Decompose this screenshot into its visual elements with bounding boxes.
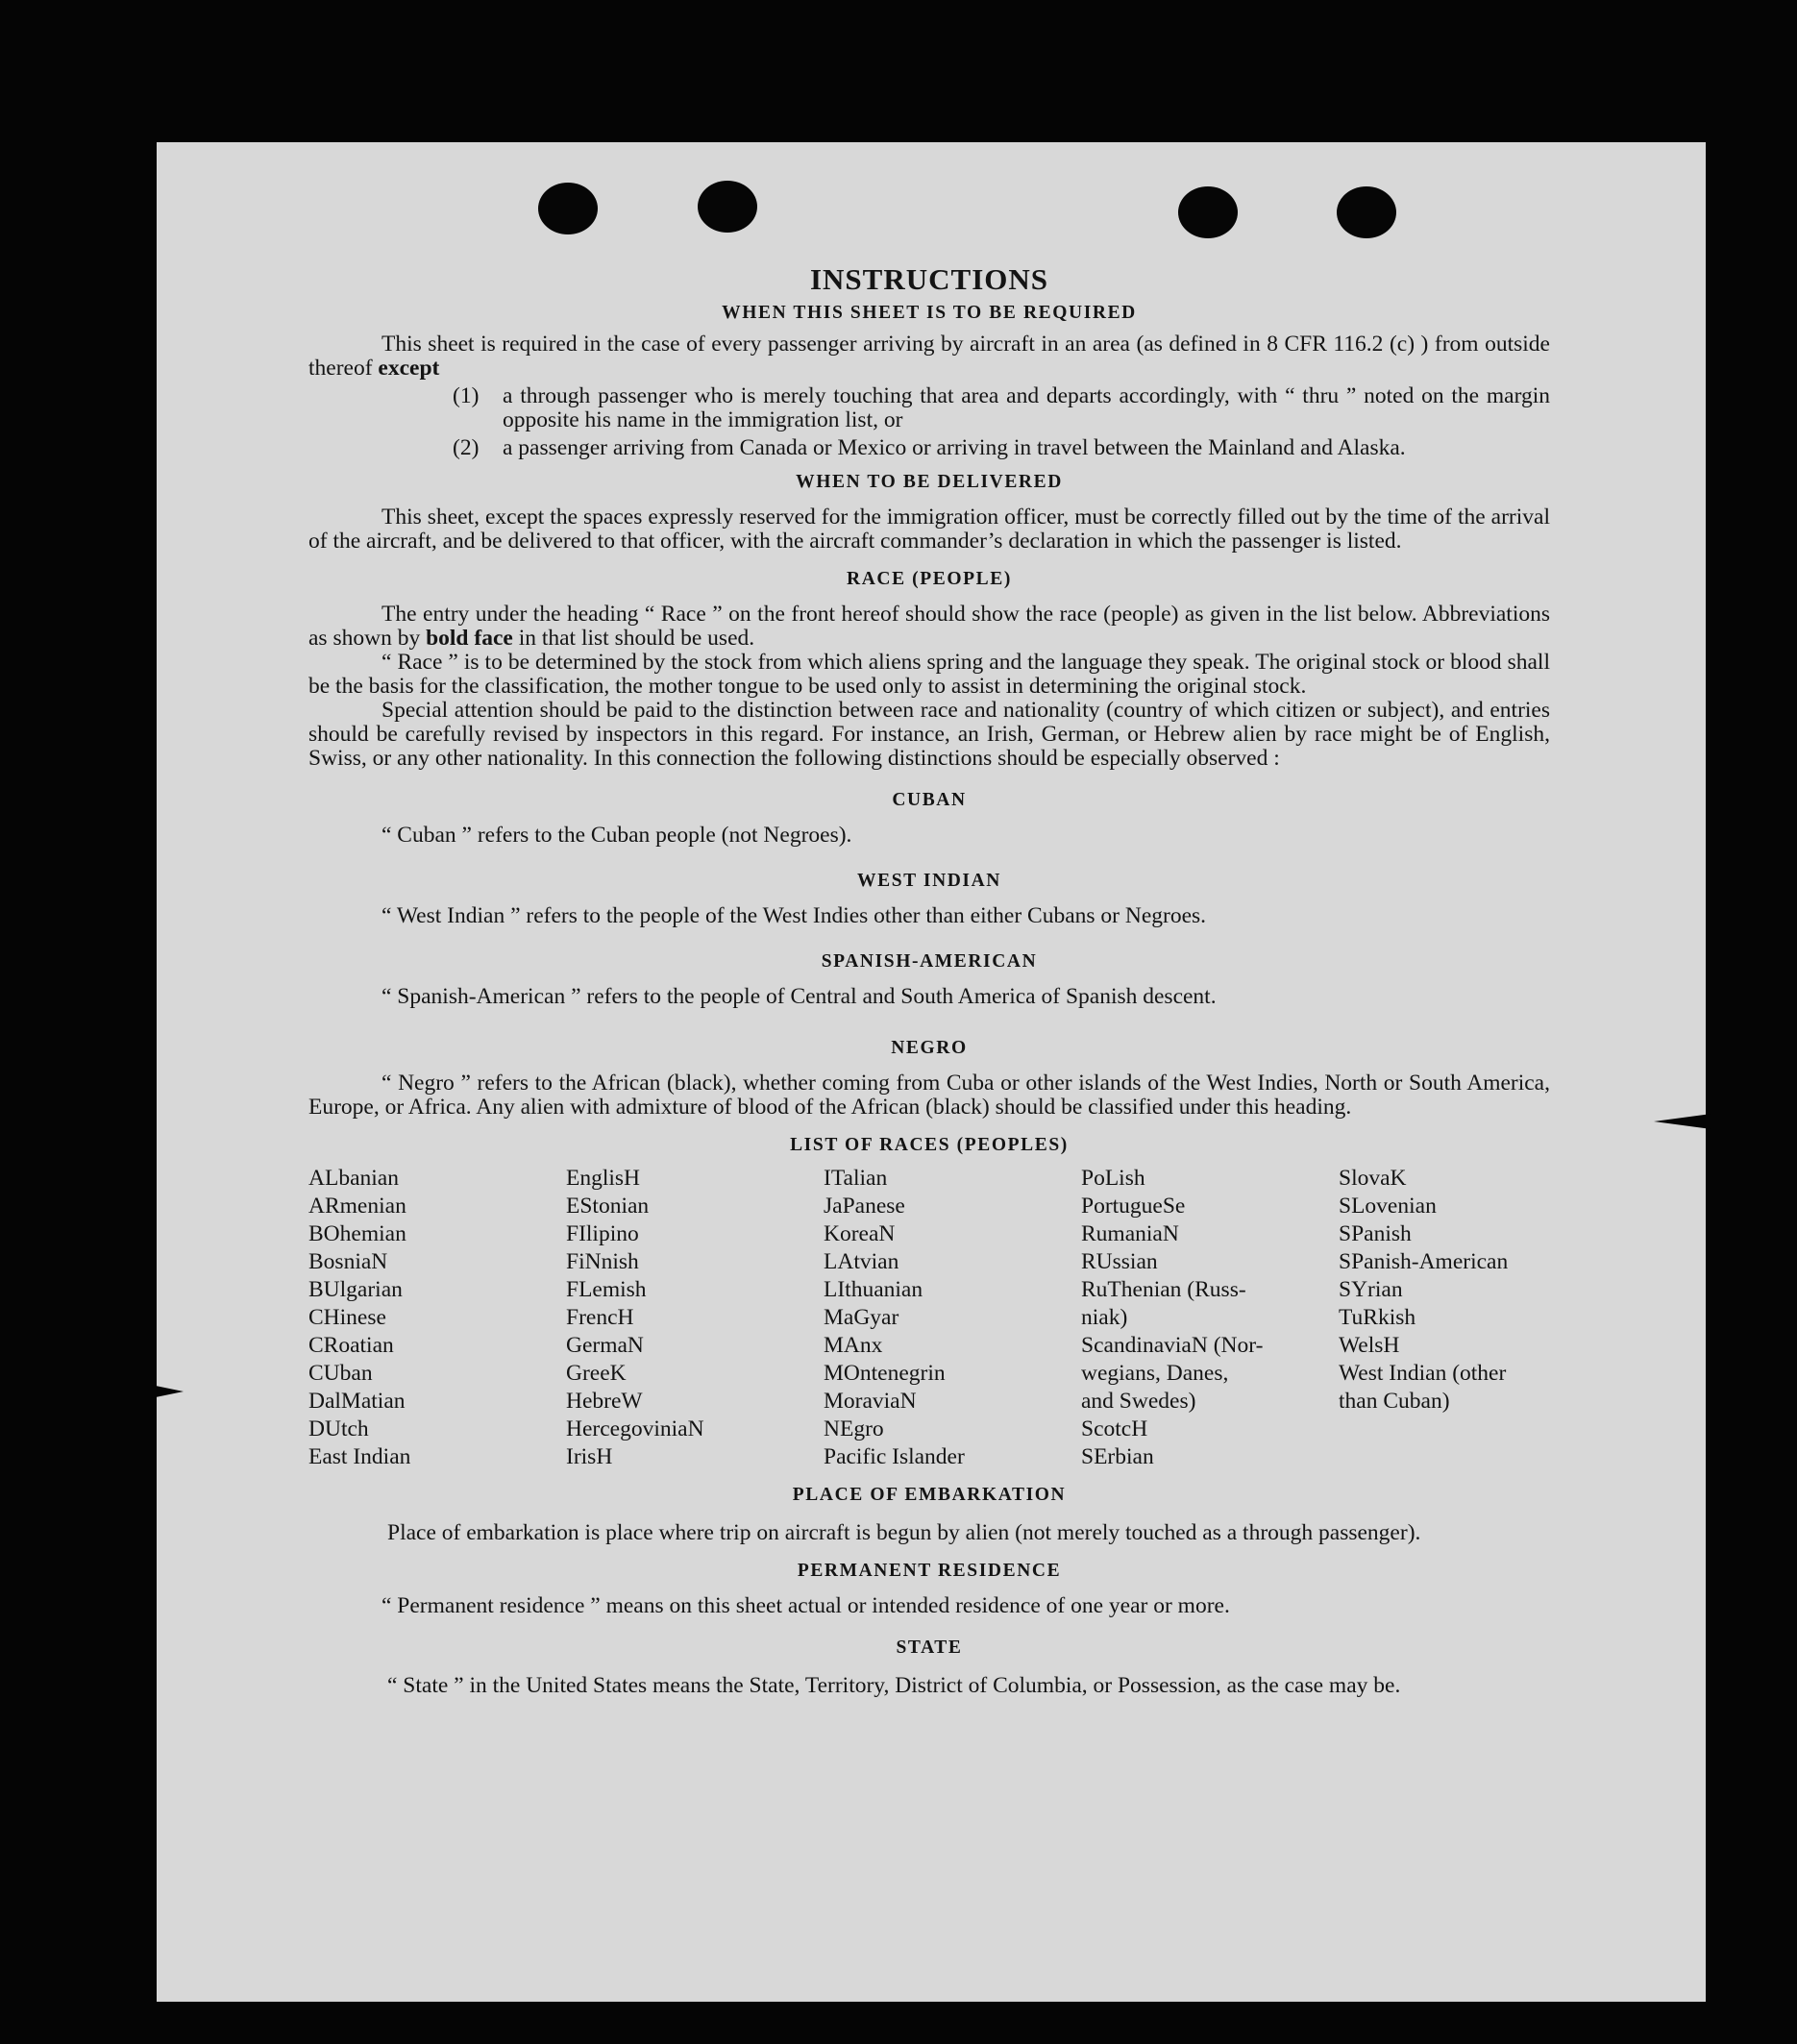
race-entry: LAtvian (824, 1249, 899, 1274)
section-paragraph: “ Race ” is to be determined by the stock from which aliens spring and the language they speak. The original stock or blood shall be the basis for the classification, the mother tongue to be used only to assist in determining the original stock. (308, 650, 1550, 699)
race-entry: GreeK (566, 1361, 627, 1386)
section-paragraph: “ Permanent residence ” means on this sheet actual or intended residence of one year or more. (382, 1593, 1230, 1618)
race-entry: SErbian (1081, 1444, 1154, 1469)
section-heading-spanish-american: SPANISH-AMERICAN (821, 951, 1038, 972)
races-table (308, 1165, 1550, 1471)
section-paragraph: “ Cuban ” refers to the Cuban people (not Negroes). (382, 823, 852, 848)
section-heading-negro: NEGRO (891, 1038, 968, 1058)
list-item: (2) a passenger arriving from Canada or Mexico or arriving in travel between the Mainland and Alaska. (453, 435, 1406, 460)
race-entry: SlovaK (1339, 1166, 1407, 1191)
section-paragraph: This sheet is required in the case of every passenger arriving by aircraft in an area (as defined in 8 CFR 116.2 (c) ) from outside thereof except (308, 332, 1550, 381)
section-heading-state: STATE (896, 1638, 963, 1658)
race-entry: NEgro (824, 1416, 884, 1441)
race-entry: SLovenian (1339, 1194, 1437, 1219)
race-entry: FIlipino (566, 1221, 639, 1246)
race-entry: ScandinaviaN (Nor- wegians, Danes, and Swedes) (1081, 1333, 1264, 1414)
section-heading-race: RACE (PEOPLE) (847, 569, 1012, 589)
race-entry: BOhemian (308, 1221, 406, 1246)
list-item: (1) a through passenger who is merely touching that area and departs accordingly, with “ thru ” noted on the margin opposite his name in the immigration list, or (453, 383, 1550, 432)
section-heading-permanent-residence: PERMANENT RESIDENCE (797, 1561, 1062, 1581)
instruction-sheet (157, 142, 1706, 2002)
punch-hole (1178, 186, 1238, 238)
race-entry: MAnx (824, 1333, 883, 1358)
section-heading-list-of-races: LIST OF RACES (PEOPLES) (790, 1135, 1069, 1155)
section-paragraph: “ West Indian ” refers to the people of the West Indies other than either Cubans or Negroes. (382, 903, 1207, 928)
race-entry: MaGyar (824, 1305, 899, 1330)
race-entry: BosniaN (308, 1249, 388, 1274)
race-entry: MoraviaN (824, 1389, 917, 1414)
race-entry: FiNnish (566, 1249, 639, 1274)
race-entry: East Indian (308, 1444, 411, 1469)
section-paragraph: Place of embarkation is place where trip on aircraft is begun by alien (not merely touched as a through passenger). (387, 1520, 1421, 1545)
race-entry: WelsH (1339, 1333, 1400, 1358)
section-paragraph: “ Spanish-American ” refers to the people of Central and South America of Spanish descent. (382, 984, 1217, 1009)
races-column (308, 1165, 566, 1471)
race-entry: TuRkish (1339, 1305, 1416, 1330)
race-entry: West Indian (other than Cuban) (1339, 1361, 1507, 1414)
section-heading-place-of-embarkation: PLACE OF EMBARKATION (792, 1485, 1067, 1505)
race-entry: ScotcH (1081, 1416, 1148, 1441)
race-entry: EnglisH (566, 1166, 641, 1191)
races-column (1081, 1165, 1339, 1471)
race-entry: MOntenegrin (824, 1361, 946, 1386)
section-heading-cuban: CUBAN (892, 790, 967, 810)
race-entry: Pacific Islander (824, 1444, 965, 1469)
race-entry: FrencH (566, 1305, 634, 1330)
page-title: INSTRUCTIONS (809, 262, 1048, 296)
race-entry: RuThenian (Russ- niak) (1081, 1277, 1246, 1330)
race-entry: JaPanese (824, 1194, 905, 1219)
punch-hole (1337, 186, 1396, 238)
section-paragraph: This sheet, except the spaces expressly reserved for the immigration officer, must be correctly filled out by the time of the arrival of the aircraft, and be delivered to that officer, with the aircraft commander’s declaration in which the passenger is listed. (308, 505, 1550, 554)
section-heading-when-delivered: WHEN TO BE DELIVERED (796, 472, 1063, 492)
section-paragraph: The entry under the heading “ Race ” on the front hereof should show the race (people) as given in the list below. Abbreviations as shown by bold face in that list should be used. (308, 602, 1550, 651)
race-entry: IrisH (566, 1444, 613, 1469)
punch-hole (538, 183, 598, 234)
race-entry: ALbanian (308, 1166, 399, 1191)
race-entry: EStonian (566, 1194, 650, 1219)
section-heading-west-indian: WEST INDIAN (857, 871, 1001, 891)
race-entry: PoLish (1081, 1166, 1145, 1191)
section-paragraph: “ Negro ” refers to the African (black), whether coming from Cuba or other islands of the West Indies, North or South America, Europe, or Africa. Any alien with admixture of blood of the African (black) should be classified under this heading. (308, 1071, 1550, 1120)
race-entry: ITalian (824, 1166, 888, 1191)
race-entry: PortugueSe (1081, 1194, 1186, 1219)
race-entry: SYrian (1339, 1277, 1403, 1302)
section-paragraph: “ State ” in the United States means the State, Territory, District of Columbia, or Possession, as the case may be. (387, 1673, 1401, 1698)
section-heading-when-required: WHEN THIS SHEET IS TO BE REQUIRED (722, 303, 1137, 323)
race-entry: HebreW (566, 1389, 643, 1414)
races-column (1339, 1165, 1550, 1471)
race-entry: DUtch (308, 1416, 369, 1441)
race-entry: ARmenian (308, 1194, 406, 1219)
race-entry: SPanish-American (1339, 1249, 1509, 1274)
punch-hole (698, 181, 757, 233)
races-column (566, 1165, 824, 1471)
race-entry: BUlgarian (308, 1277, 403, 1302)
race-entry: RumaniaN (1081, 1221, 1179, 1246)
race-entry: SPanish (1339, 1221, 1412, 1246)
race-entry: HercegoviniaN (566, 1416, 704, 1441)
race-entry: DalMatian (308, 1389, 406, 1414)
race-entry: CRoatian (308, 1333, 394, 1358)
race-entry: KoreaN (824, 1221, 896, 1246)
race-entry: RUssian (1081, 1249, 1158, 1274)
edge-notch (151, 1385, 184, 1398)
race-entry: CUban (308, 1361, 373, 1386)
race-entry: CHinese (308, 1305, 386, 1330)
instructions-content (308, 262, 1550, 1700)
race-entry: GermaN (566, 1333, 644, 1358)
edge-notch (1654, 1114, 1711, 1129)
races-column (824, 1165, 1081, 1471)
section-paragraph: Special attention should be paid to the distinction between race and nationality (country of which citizen or subject), and entries should be carefully revised by inspectors in this regard. For instance, an Irish, German, or Hebrew alien by race might be of English, Swiss, or any other nationality. In this connection the following distinctions should be especially observed : (308, 698, 1550, 771)
race-entry: FLemish (566, 1277, 647, 1302)
race-entry: LIthuanian (824, 1277, 923, 1302)
